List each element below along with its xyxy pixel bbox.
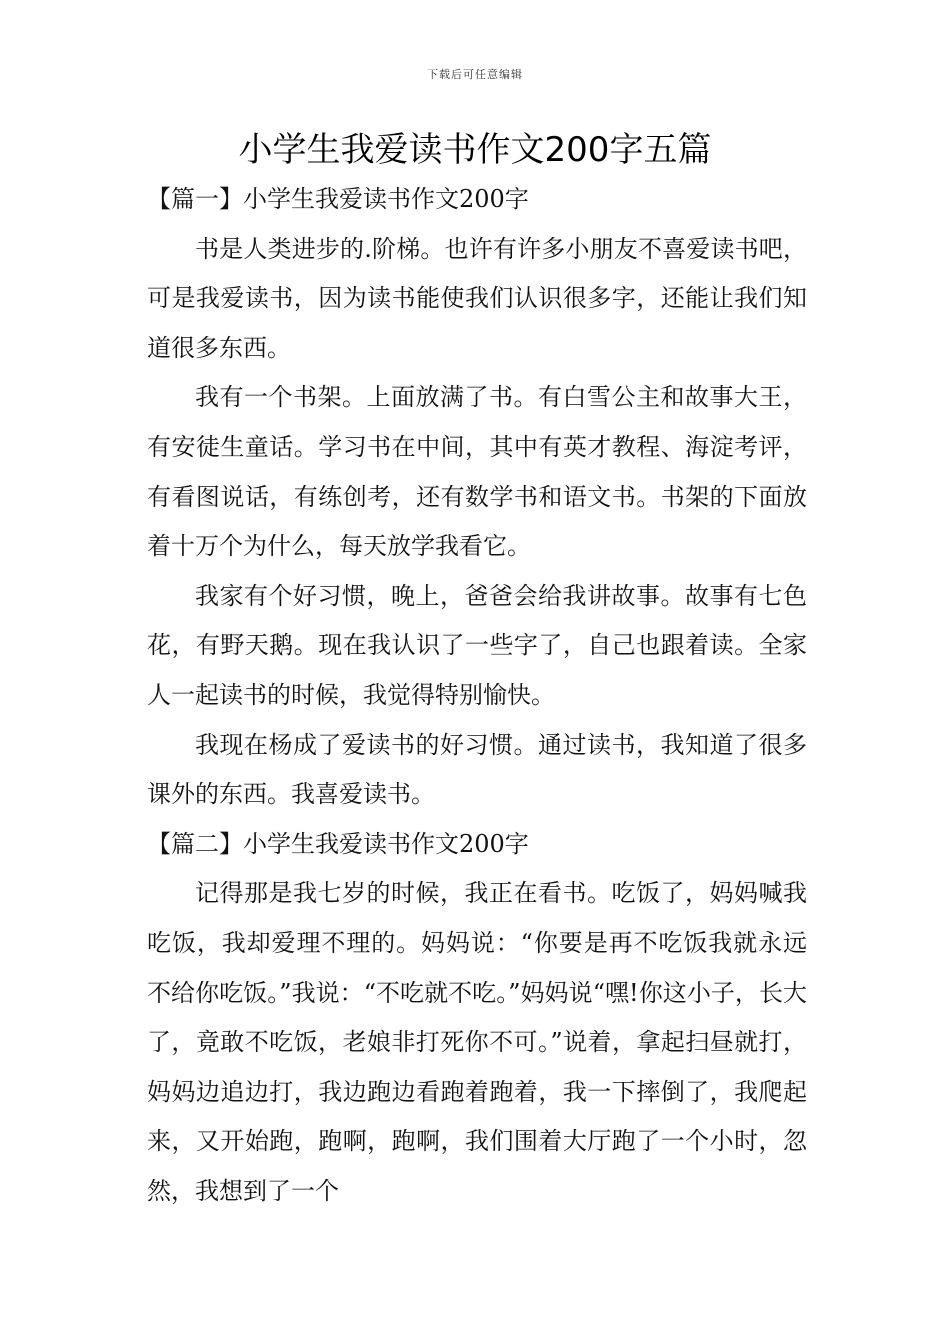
document-body: [147, 175, 807, 1216]
paragraph: 书是人类进步的.阶梯。也许有许多小朋友不喜爱读书吧，可是我爱读书，因为读书能使我们认识很多字，还能让我们知道很多东西。: [147, 234, 807, 362]
paragraph: 我家有个好习惯，晚上，爸爸会给我讲故事。故事有七色花，有野天鹅。现在我认识了一些字了，自己也跟着读。全家人一起读书的时候，我觉得特别愉快。: [147, 581, 807, 709]
header-note: 下载后可任意编辑: [427, 68, 523, 81]
paragraph: 我现在杨成了爱读书的好习惯。通过读书，我知道了很多课外的东西。我喜爱读书。: [147, 730, 807, 809]
paragraph: 记得那是我七岁的时候，我正在看书。吃饭了，妈妈喊我吃饭，我却爱理不理的。妈妈说：“你要是再不吃饭我就永远不给你吃饭。”我说：“不吃就不吃。”妈妈说“嘿!你这小子，长大了，竟敢不吃饭，老娘非打死你不可。”说着，拿起扫昼就打，妈妈边追边打，我边跑边看跑着跑着，我一下摔倒了，我爬起来，又开始跑，跑啊，跑啊，我们围着大厅跑了一个小时，忽然，我想到了一个: [147, 879, 807, 1205]
section-heading-1: 【篇一】小学生我爱读书作文200字: [147, 185, 529, 213]
section-heading-2: 【篇二】小学生我爱读书作文200字: [147, 829, 529, 858]
paragraph: 我有一个书架。上面放满了书。有白雪公主和故事大王，有安徒生童话。学习书在中间，其中有英才教程、海淀考评，有看图说话，有练创考，还有数学书和语文书。书架的下面放着十万个为什么，每天放学我看它。: [147, 383, 807, 561]
document-title: 小学生我爱读书作文200字五篇: [238, 130, 712, 170]
